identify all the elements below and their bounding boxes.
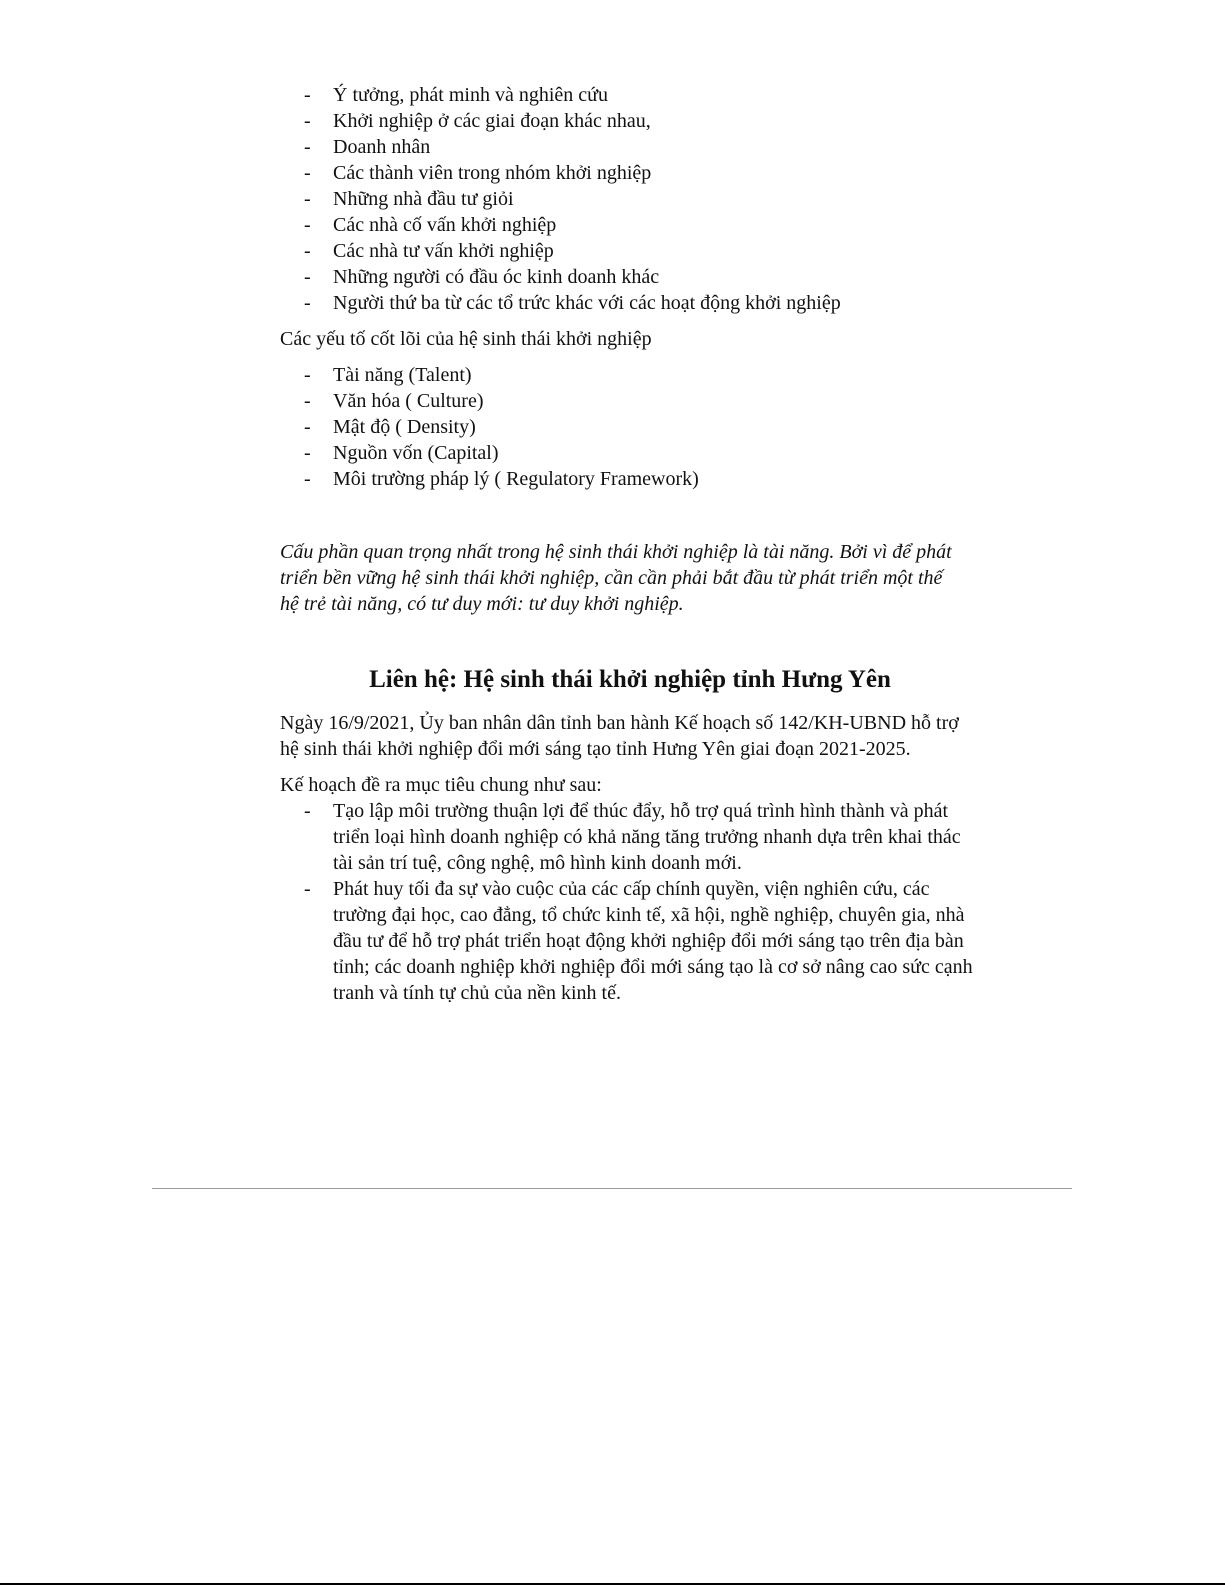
- core-elements-intro: Các yếu tố cốt lõi của hệ sinh thái khởi nghiệp: [280, 328, 652, 350]
- dash-bullet: -: [304, 266, 311, 288]
- dash-bullet: -: [304, 188, 311, 210]
- goals-list: [280, 798, 980, 1006]
- list-item: - Tài năng (Talent): [304, 364, 472, 386]
- list-item: - Người thứ ba từ các tổ trức khác với các hoạt động khởi nghiệp: [304, 292, 841, 314]
- dash-bullet: -: [304, 84, 311, 106]
- list-item: - Ý tưởng, phát minh và nghiên cứu: [304, 84, 608, 106]
- list-item: - Các nhà cố vấn khởi nghiệp: [304, 214, 557, 236]
- decision-paragraph: Ngày 16/9/2021, Ủy ban nhân dân tỉnh ban hành Kế hoạch số 142/KH-UBND hỗ trợ hệ sinh thái khởi nghiệp đổi mới sáng tạo tỉnh Hưng Yên giai đoạn 2021-2025.: [280, 712, 959, 760]
- dash-bullet: -: [304, 800, 311, 822]
- list-item: - Doanh nhân: [304, 136, 431, 158]
- document-page: [280, 82, 980, 1006]
- list-item: - Các nhà tư vấn khởi nghiệp: [304, 240, 554, 262]
- core-elements-list: [280, 362, 980, 492]
- dash-bullet: -: [304, 442, 311, 464]
- list-item: - Các thành viên trong nhóm khởi nghiệp: [304, 162, 652, 184]
- dash-bullet: -: [304, 292, 311, 314]
- list-item: - Khởi nghiệp ở các giai đoạn khác nhau,: [304, 110, 651, 132]
- dash-bullet: -: [304, 468, 311, 490]
- dash-bullet: -: [304, 878, 311, 900]
- dash-bullet: -: [304, 364, 311, 386]
- dash-bullet: -: [304, 214, 311, 236]
- dash-bullet: -: [304, 110, 311, 132]
- list-item: - Mật độ ( Density): [304, 416, 476, 438]
- page-divider: [152, 1188, 1072, 1189]
- italic-note: Cấu phần quan trọng nhất trong hệ sinh thái khởi nghiệp là tài năng. Bởi vì để phát triển bền vững hệ sinh thái khởi nghiệp, cần cần phải bắt đầu từ phát triển một thế hệ trẻ tài năng, có tư duy mới: tư duy khởi nghiệp.: [280, 541, 952, 615]
- list-item: - Tạo lập môi trường thuận lợi để thúc đẩy, hỗ trợ quá trình hình thành và phát triển loại hình doanh nghiệp có khả năng tăng trưởng nhanh dựa trên khai thác tài sản trí tuệ, công nghệ, mô hình kinh doanh mới.: [304, 800, 961, 874]
- plan-intro: Kế hoạch đề ra mục tiêu chung như sau:: [280, 774, 602, 796]
- dash-bullet: -: [304, 162, 311, 184]
- dash-bullet: -: [304, 240, 311, 262]
- list-item: - Những người có đầu óc kinh doanh khác: [304, 266, 660, 288]
- list-item: - Phát huy tối đa sự vào cuộc của các cấp chính quyền, viện nghiên cứu, các trường đại học, cao đẳng, tổ chức kinh tế, xã hội, nghề nghiệp, chuyên gia, nhà đầu tư để hỗ trợ phát triển hoạt động khởi nghiệp đổi mới sáng tạo trên địa bàn tỉnh; các doanh nghiệp khởi nghiệp đổi mới sáng tạo là cơ sở nâng cao sức cạnh tranh và tính tự chủ của nền kinh tế.: [304, 878, 973, 1004]
- list-item: - Những nhà đầu tư giỏi: [304, 188, 514, 210]
- list-item: - Môi trường pháp lý ( Regulatory Framework): [304, 468, 699, 490]
- list-item: - Văn hóa ( Culture): [304, 390, 484, 412]
- list-item: - Nguồn vốn (Capital): [304, 442, 499, 464]
- dash-bullet: -: [304, 136, 311, 158]
- participants-list: [280, 82, 920, 316]
- dash-bullet: -: [304, 416, 311, 438]
- dash-bullet: -: [304, 390, 311, 412]
- section-heading: Liên hệ: Hệ sinh thái khởi nghiệp tỉnh Hưng Yên: [369, 666, 891, 693]
